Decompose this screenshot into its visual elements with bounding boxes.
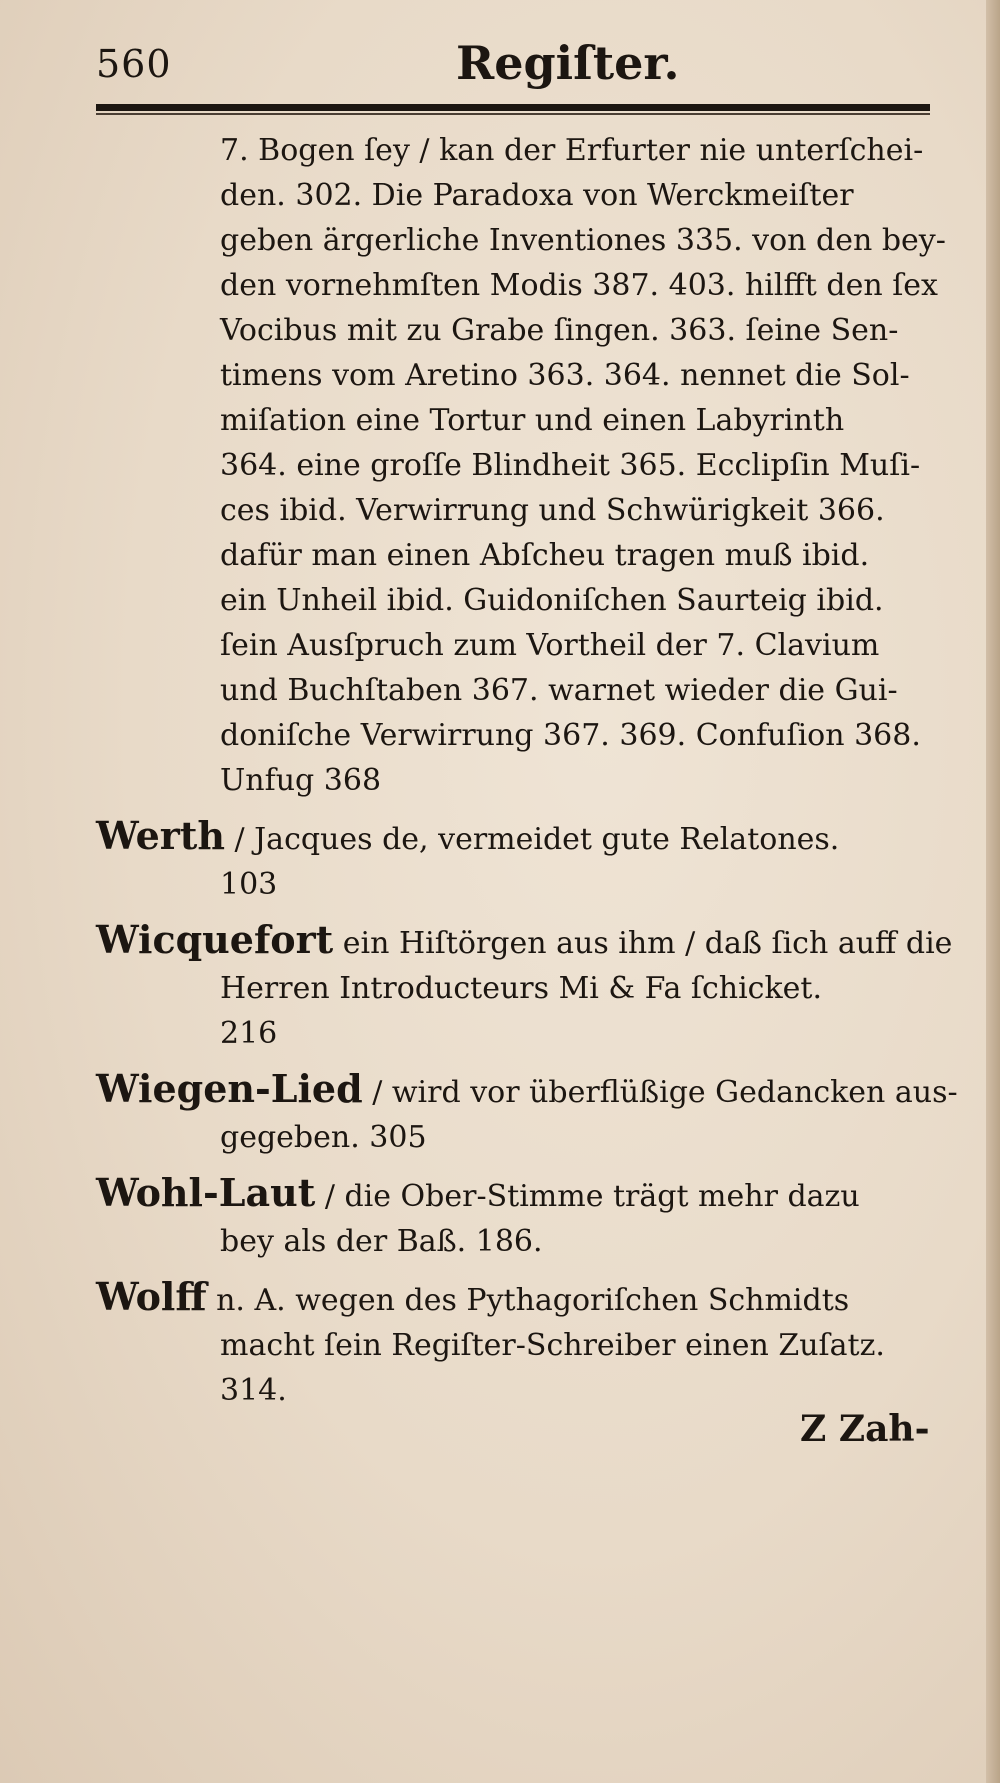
text-line: macht ſein Regiſter-Schreiber einen Zuſatz. [220,1328,885,1363]
text-line: und Buchſtaben 367. warnet wieder die Gui- [220,673,898,708]
register-entry [96,1170,936,1264]
text-line: Unfug 368 [220,763,382,798]
text-line: ſein Ausſpruch zum Vortheil der 7. Clavium [220,628,880,663]
header-rule [96,104,930,111]
text-line: 364. eine groſſe Blindheit 365. Ecclipſin Muſi- [220,448,921,483]
text-line: miſation eine Tortur und einen Labyrinth [220,403,845,438]
text-line: gegeben. 305 [220,1120,427,1155]
text-line: den vornehmſten Modis 387. 403. hilfft den ſex [220,268,938,303]
text-line: den. 302. Die Paradoxa von Werckmeiſter [220,178,854,213]
text-line: ein Unheil ibid. Guidoniſchen Saurteig ibid. [220,583,884,618]
register-entry [96,1066,958,1160]
text-line: 314. [220,1373,287,1408]
text-line: bey als der Baß. 186. [220,1224,543,1259]
text-line: 103 [220,867,278,902]
register-body [96,128,958,1423]
entry-text: / Jacques de, vermeidet gute Relatones. [234,822,840,857]
page-header [96,28,930,98]
register-entry [96,813,936,907]
running-head: Regiſter. [456,36,680,90]
entry-headword: Wolff [96,1274,207,1319]
entry-headword: Wohl-Laut [96,1170,316,1215]
text-line: 216 [220,1016,278,1051]
entry-headword: Wicquefort [96,917,334,962]
text-line: geben ärgerliche Inventiones 335. von den bey- [220,223,946,258]
register-entry [96,1274,936,1413]
entry-text: / die Ober-Stimme trägt mehr dazu [324,1179,860,1214]
text-line: dafür man einen Abſcheu tragen muß ibid. [220,538,870,573]
catchword: Z Zah- [800,1408,930,1450]
entry-text: n. A. wegen des Pythagoriſchen Schmidts [216,1283,850,1318]
text-line: Herren Introducteurs Mi & Fa ſchicket. [220,971,823,1006]
text-line: 7. Bogen ſey / kan der Erfurter nie unterſchei- [220,133,924,168]
continued-entry [96,128,946,803]
entry-headword: Wiegen-Lied [96,1066,363,1111]
entry-text: ein Hiſtörgen aus ihm / daß ſich auff die [342,926,953,961]
register-entry [96,917,953,1056]
text-line: timens vom Aretino 363. 364. nennet die Sol- [220,358,910,393]
entry-headword: Werth [96,813,225,858]
entry-text: / wird vor überflüßige Gedancken aus- [372,1075,958,1110]
text-line: ces ibid. Verwirrung und Schwürigkeit 366. [220,493,885,528]
header-rule-thin [96,113,930,115]
page-edge [986,0,1000,1783]
text-line: doniſche Verwirrung 367. 369. Confuſion 368. [220,718,921,753]
page-number: 560 [96,42,172,86]
text-line: Vocibus mit zu Grabe ſingen. 363. ſeine Sen- [220,313,899,348]
